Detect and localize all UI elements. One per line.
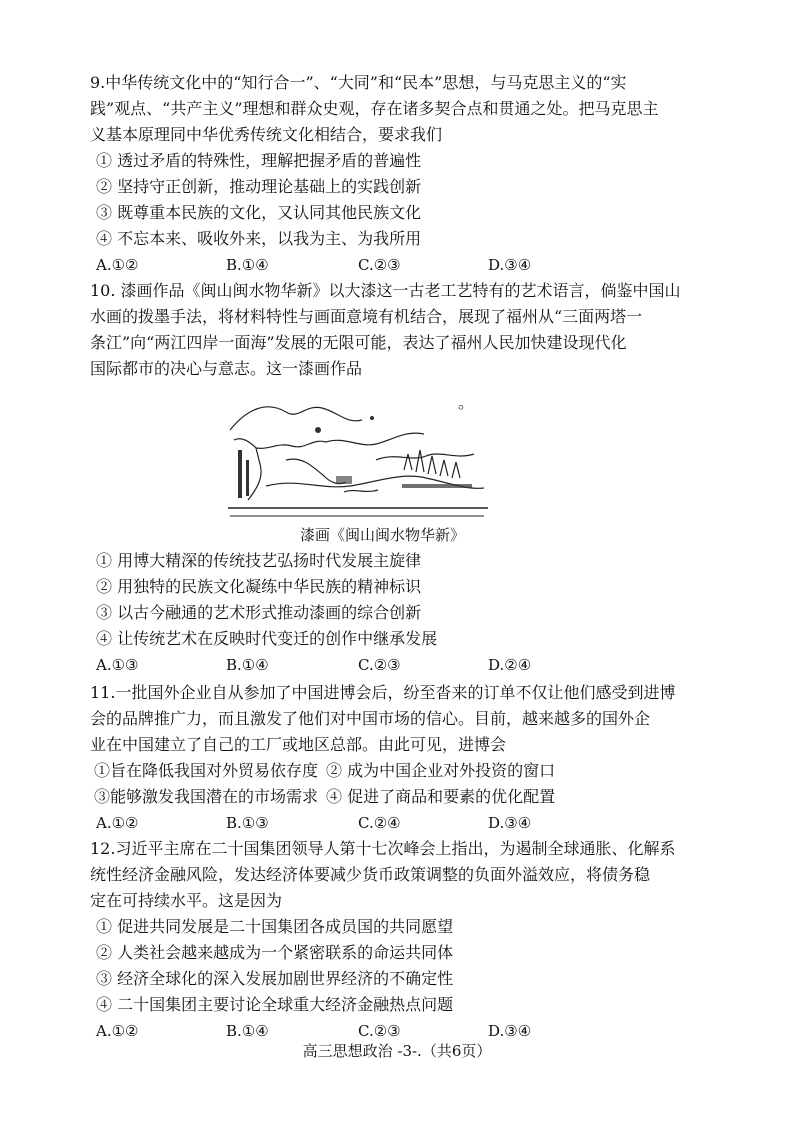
q11-options-row — [90, 784, 730, 810]
q11-stem-line: 11.一批国外企业自从参加了中国进博会后，纷至沓来的订单不仅让他们感受到进博 — [90, 683, 676, 702]
question-12 — [90, 836, 730, 1044]
q10-stem-line: 国际都市的决心与意志。这一漆画作品 — [90, 359, 363, 378]
q9-stem-line: 9.中华传统文化中的“知行合一”、“大同”和“民本”思想，与马克思主义的“实 — [90, 73, 627, 92]
q12-option-2: ② 人类社会越来越成为一个紧密联系的命运共同体 — [96, 943, 454, 962]
q11-option-4: ④ 促进了商品和要素的优化配置 — [326, 787, 556, 806]
q9-choice-d: D.③④ — [488, 256, 532, 274]
lacquer-painting-image — [226, 390, 488, 518]
q9-choice-a: A.①② — [96, 256, 139, 274]
q11-choice-b: B.①③ — [226, 814, 269, 832]
q10-choice-a: A.①③ — [96, 656, 139, 674]
q11-stem-line: 会的品牌推广力，而且激发了他们对中国市场的信心。目前，越来越多的国外企 — [90, 709, 651, 728]
q12-choice-c: C.②③ — [358, 1022, 401, 1040]
figure-caption: 漆画《闽山闽水物华新》 — [300, 526, 466, 544]
q10-choice-c: C.②③ — [358, 656, 401, 674]
q10-stem — [90, 278, 730, 382]
q9-stem-line: 践”观点、“共产主义”理想和群众史观，存在诸多契合点和贯通之处。把马克思主 — [90, 99, 659, 118]
q10-option-1: ① 用博大精深的传统技艺弘扬时代发展主旋律 — [96, 551, 422, 570]
q10-option-3: ③ 以古今融通的艺术形式推动漆画的综合创新 — [96, 603, 422, 622]
q11-stem — [90, 680, 730, 758]
q11-choice-a: A.①② — [96, 814, 139, 832]
q12-choice-a: A.①② — [96, 1022, 139, 1040]
q9-option-2: ② 坚持守正创新，推动理论基础上的实践创新 — [96, 177, 422, 196]
q9-option-4: ④ 不忘本来、吸收外来，以我为主、为我所用 — [96, 229, 422, 248]
q10-option-2: ② 用独特的民族文化凝练中华民族的精神标识 — [96, 577, 422, 596]
q11-choice-d: D.③④ — [488, 814, 532, 832]
question-9 — [90, 70, 730, 278]
q9-option-3: ③ 既尊重本民族的文化，又认同其他民族文化 — [96, 203, 422, 222]
q10-choice-d: D.②④ — [488, 656, 532, 674]
q12-stem — [90, 836, 730, 914]
q12-option-3: ③ 经济全球化的深入发展加剧世界经济的不确定性 — [96, 969, 454, 988]
q12-choice-d: D.③④ — [488, 1022, 532, 1040]
q10-option-4: ④ 让传统艺术在反映时代变迁的创作中继承发展 — [96, 629, 438, 648]
q11-options-row — [90, 758, 730, 784]
q10-blank-mark: 。 — [458, 393, 475, 412]
q11-stem-line: 业在中国建立了自己的工厂或地区总部。由此可见，进博会 — [90, 735, 507, 754]
question-11 — [90, 680, 730, 836]
q9-choice-c: C.②③ — [358, 256, 401, 274]
page-footer: 高三思想政治 -3-.（共6页） — [302, 1042, 492, 1060]
question-10 — [90, 278, 730, 382]
q10-stem-line: 条江”向“两江四岸一面海”发展的无限可能，表达了福州人民加快建设现代化 — [90, 333, 627, 352]
q12-stem-line: 定在可持续水平。这是因为 — [90, 891, 283, 910]
q12-choice-b: B.①④ — [226, 1022, 269, 1040]
q9-choices — [96, 252, 730, 278]
q9-stem-line: 义基本原理同中华优秀传统文化相结合，要求我们 — [90, 125, 443, 144]
q10-choice-b: B.①④ — [226, 656, 269, 674]
q10-stem-line: 10. 漆画作品《闽山闽水物华新》以大漆这一古老工艺特有的艺术语言，倘鉴中国山 — [90, 281, 681, 300]
q12-stem-line: 12.习近平主席在二十国集团领导人第十七次峰会上指出，为遏制全球通胀、化解系 — [90, 839, 676, 858]
q12-option-1: ① 促进共同发展是二十国集团各成员国的共同愿望 — [96, 917, 454, 936]
q10-choices — [96, 652, 730, 678]
q11-option-3: ③能够激发我国潜在的市场需求 — [94, 787, 319, 806]
q10-stem-line: 水画的拨墨手法，将材料特性与画面意境有机结合，展现了福州从“三面两塔一 — [90, 307, 643, 326]
q9-option-1: ① 透过矛盾的特殊性，理解把握矛盾的普遍性 — [96, 151, 422, 170]
q9-stem — [90, 70, 730, 148]
question-10-options — [90, 548, 730, 678]
q11-choices — [96, 810, 730, 836]
q12-option-4: ④ 二十国集团主要讨论全球重大经济金融热点问题 — [96, 995, 454, 1014]
q11-option-2: ② 成为中国企业对外投资的窗口 — [326, 761, 556, 780]
q11-option-1: ①旨在降低我国对外贸易依存度 — [94, 761, 319, 780]
q12-stem-line: 统性经济金融风险，发达经济体要减少货币政策调整的负面外溢效应，将债务稳 — [90, 865, 651, 884]
q11-choice-c: C.②④ — [358, 814, 401, 832]
q9-choice-b: B.①④ — [226, 256, 269, 274]
